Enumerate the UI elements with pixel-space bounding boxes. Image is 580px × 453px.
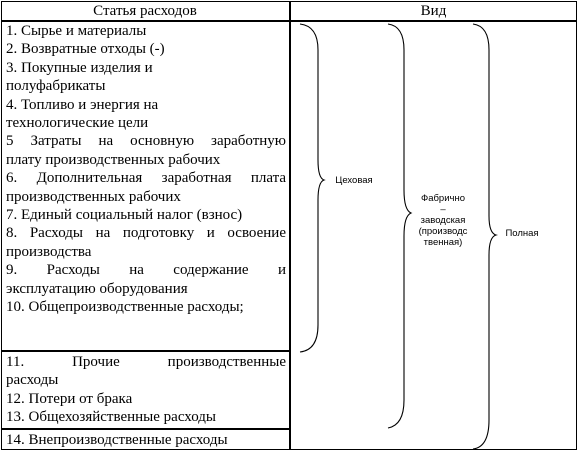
full-cost-label: Полная (505, 228, 539, 239)
cost-item: 14. Внепроизводственные расходы (6, 432, 228, 448)
full-brace (473, 24, 496, 449)
cost-item: 8. Расходы на подготовку и освоение производства (6, 225, 286, 260)
cost-item: 9. Расходы на содержание и эксплуатацию оборудования (6, 262, 286, 297)
cost-item: 4. Топливо и энергия на технологические цели (6, 96, 159, 132)
factory-brace (388, 24, 411, 428)
cost-item: 11. Прочие производственные расходы (6, 354, 286, 389)
cost-item: 10. Общепроизводственные расходы; (6, 299, 244, 316)
cost-item: 13. Общехозяйственные расходы (6, 409, 216, 426)
cost-item: 6. Дополнительная заработная плата производственных рабочих (6, 170, 286, 205)
factory-cost-label: Фабрично – заводская (производс твенная) (418, 193, 468, 248)
column-header-cost-item: Статья расходов (93, 3, 197, 19)
cost-item: 5 Затраты на основную заработную плату производственных рабочих (6, 133, 286, 168)
column-header-type: Вид (420, 3, 447, 19)
cost-item: 7. Единый социальный налог (взнос) (6, 207, 243, 224)
cost-item: 3. Покупные изделия и полуфабрикаты (6, 59, 153, 95)
workshop-brace (300, 24, 324, 352)
workshop-cost-label: Цеховая (335, 175, 373, 186)
cost-item: 2. Возвратные отходы (-) (6, 41, 165, 58)
cost-item: 12. Потери от брака (6, 390, 133, 407)
cost-item: 1. Сырье и материалы (6, 23, 147, 39)
